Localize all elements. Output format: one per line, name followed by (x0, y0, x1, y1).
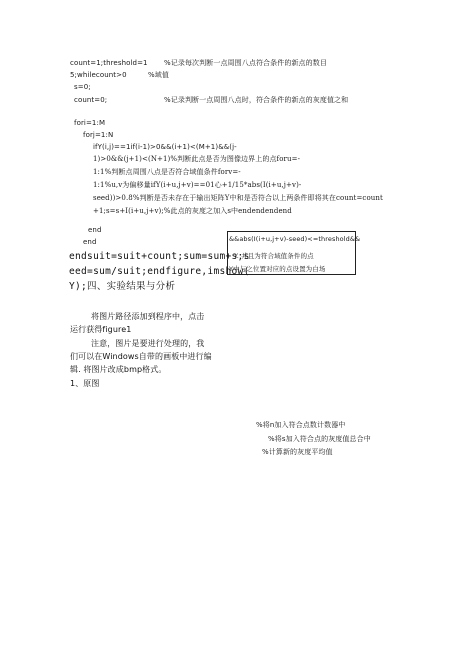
code-line-10: 1:1%u,v为偏移量ifY(i+u,j+v)==01心+1/15*abs(I(i+u,j+v)- (93, 181, 302, 189)
code-line-2-left: 5;whilecount>0 (70, 71, 127, 79)
code-line-8: 1)>0&&(j+1)<(N+1)%判断此点是否为图像边界上的点foru=- (93, 155, 301, 163)
code-line-14: end (83, 238, 97, 246)
side-comment-3: %计算新的灰度平均值 (262, 448, 333, 456)
mono-line-1: endsuit=suit+count;sum=sum+s;s (69, 251, 250, 262)
side-comment-1: %将n加入符合点数计数器中 (256, 421, 346, 429)
code-line-6: forj=1:N (83, 131, 114, 139)
code-line-13: end (88, 226, 102, 234)
paragraph-2-line-2: 们可以在Windows自带的画板中进行编 (70, 352, 212, 361)
code-line-4-left: count=0; (74, 96, 108, 104)
code-line-2-comment: %域值 (148, 71, 169, 79)
code-line-12: +1;s=s+I(i+u,j+v);%此点的灰度之加入s中endendendend (93, 207, 292, 215)
side-comment-2: %将s加入符合点的灰度值总合中 (268, 435, 371, 443)
paragraph-2-line-3: 辑. 将图片改成bmp格式。 (70, 365, 167, 374)
mono-line-3: Y);四、实验结果与分析 (69, 281, 176, 292)
code-line-5: fori=1:M (74, 119, 106, 127)
code-line-1-comment: %记录每次判断一点周围八点符合条件的新点的数目 (164, 59, 327, 67)
code-line-3: s=0; (74, 83, 91, 91)
overlay-line-3: Y中与之位置对应的点设置为白场 (229, 265, 326, 273)
code-line-1-left: count=1;threshold=1 (70, 59, 148, 67)
code-line-9: 1:1%判断点周围八点是否符合域值条件forv=- (93, 168, 241, 176)
code-line-11: seed))>0.8%判断是否未存在于输出矩阵Y中和是否符合以上两条件即将其在count=count (93, 194, 383, 202)
section-heading: 1、原图 (70, 379, 100, 388)
paragraph-1-line-1: 将图片路径添加到程序中，点击 (91, 312, 205, 321)
mono-line-2: eed=sum/suit;endfigure,imshow( (69, 266, 250, 277)
code-line-4-comment: %记录判断一点周围八点时，符合条件的新点的灰度值之和 (164, 96, 349, 104)
overlay-line-2: Y. 并且为符合域值条件的点 (234, 252, 314, 260)
paragraph-1-line-2: 运行获得figure1 (70, 325, 132, 334)
code-line-7: ifY(i,j)==1if(i-1)>0&&(i+1)<(M+1)&&(j- (93, 143, 237, 151)
overlay-line-1: &&abs(I(i+u,j+v)-seed)<=threshold&& (229, 235, 361, 243)
paragraph-2-line-1: 注意，图片是要进行处理的，我 (91, 339, 205, 348)
